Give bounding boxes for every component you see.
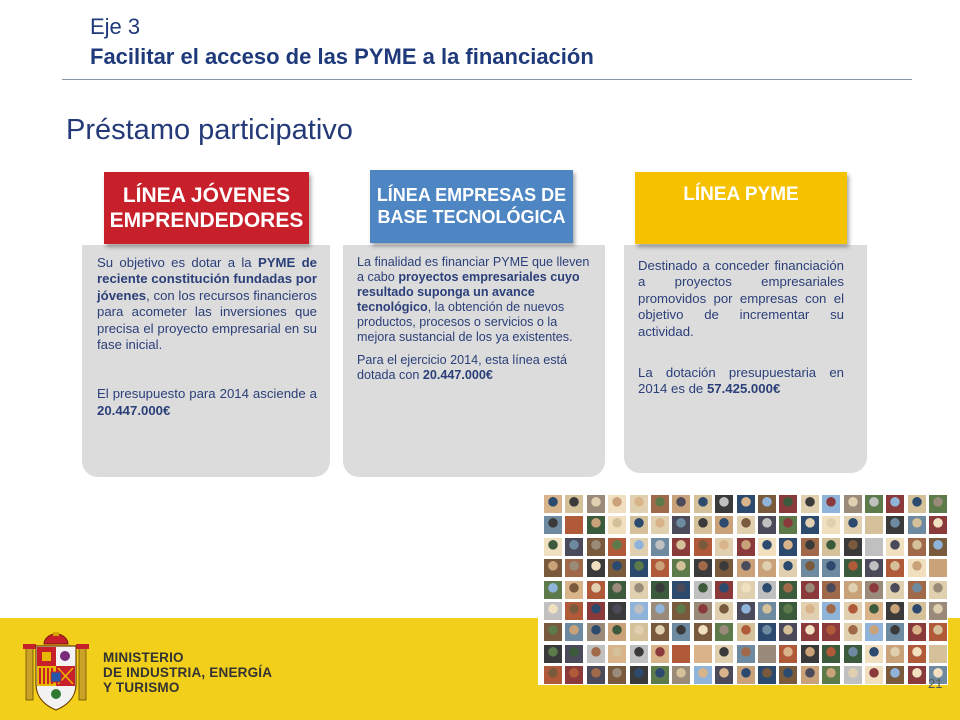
- avatar-tile: [565, 666, 583, 684]
- avatar-tile: [651, 516, 669, 534]
- card-paragraph: [97, 255, 317, 353]
- avatar-tile: [630, 623, 648, 641]
- avatar-tile: [587, 623, 605, 641]
- avatar-tile: [865, 666, 883, 684]
- avatar-tile: [886, 581, 904, 599]
- avatar-tile: [544, 623, 562, 641]
- avatar-tile: [715, 559, 733, 577]
- avatar-tile: [886, 666, 904, 684]
- avatar-tile: [694, 495, 712, 513]
- avatar-tile: [608, 645, 626, 663]
- text-run: Su objetivo es dotar a la: [97, 255, 258, 270]
- avatar-tile: [865, 645, 883, 663]
- avatar-tile: [822, 666, 840, 684]
- avatar-tile: [587, 559, 605, 577]
- avatar-tile: [779, 516, 797, 534]
- budget-amount: 20.447.000€: [97, 402, 171, 418]
- avatar-tile: [822, 538, 840, 556]
- text-run: El presupuesto para 2014 asciende a: [97, 386, 317, 402]
- avatar-tile: [801, 516, 819, 534]
- avatar-tile: [694, 623, 712, 641]
- avatar-tile: [565, 645, 583, 663]
- avatar-tile: [844, 538, 862, 556]
- budget-amount: 20.447.000€: [422, 368, 493, 382]
- avatar-tile: [758, 495, 776, 513]
- avatar-tile: [608, 602, 626, 620]
- avatar-tile: [801, 538, 819, 556]
- avatar-tile: [758, 623, 776, 641]
- avatar-tile: [758, 559, 776, 577]
- avatar-tile: [908, 623, 926, 641]
- avatar-tile: [801, 559, 819, 577]
- avatar-tile: [672, 645, 690, 663]
- text-run: , con los recursos financieros para acometer las inversiones que precisa el proyecto empresarial en su fase inicial.: [97, 287, 317, 353]
- avatar-tile: [651, 645, 669, 663]
- avatar-tile: [865, 623, 883, 641]
- avatar-tile: [630, 516, 648, 534]
- avatar-tile: [801, 623, 819, 641]
- avatar-tile: [779, 581, 797, 599]
- avatar-tile: [587, 602, 605, 620]
- banner-linea-pyme: [635, 172, 847, 244]
- avatar-tile: [844, 623, 862, 641]
- avatar-tile: [715, 538, 733, 556]
- banner-line: LÍNEA JÓVENES: [122, 183, 291, 207]
- avatar-tile: [929, 602, 947, 620]
- avatar-tile: [758, 666, 776, 684]
- avatar-tile: [544, 559, 562, 577]
- card-budget: [638, 365, 844, 398]
- avatar-tile: [672, 559, 690, 577]
- avatar-tile: [865, 602, 883, 620]
- avatar-tile: [929, 538, 947, 556]
- avatar-tile: [651, 559, 669, 577]
- avatar-tile: [929, 559, 947, 577]
- avatar-tile: [737, 581, 755, 599]
- avatar-tile: [737, 495, 755, 513]
- avatar-tile: [672, 495, 690, 513]
- avatar-tile: [544, 495, 562, 513]
- avatar-tile: [565, 516, 583, 534]
- avatar-tile: [737, 666, 755, 684]
- avatar-tile: [929, 623, 947, 641]
- text-run: La dotación presupuestaria en 2014 es de: [638, 365, 844, 397]
- avatar-tile: [694, 645, 712, 663]
- avatar-tile: [779, 645, 797, 663]
- avatar-tile: [908, 602, 926, 620]
- banner-line: BASE TECNOLÓGICA: [377, 206, 566, 227]
- avatar-tile: [587, 645, 605, 663]
- avatar-tile: [779, 559, 797, 577]
- coat-of-arms-icon: [20, 632, 92, 714]
- avatar-tile: [929, 645, 947, 663]
- avatar-tile: [715, 581, 733, 599]
- text-run: Para el ejercicio 2014, esta línea está dotada con: [357, 353, 568, 382]
- text-run: , la obtención de nuevos productos, procesos o servicios o la mejora sustancial de los ya existentes.: [357, 300, 573, 344]
- avatar-tile: [865, 559, 883, 577]
- card-pyme-text: [638, 258, 844, 398]
- avatar-tile: [672, 623, 690, 641]
- avatar-tile: [672, 516, 690, 534]
- avatar-tile: [672, 538, 690, 556]
- avatar-tile: [844, 559, 862, 577]
- avatar-tile: [886, 495, 904, 513]
- avatar-tile: [779, 666, 797, 684]
- card-tecnologica-text: [357, 255, 593, 383]
- avatar-tile: [822, 645, 840, 663]
- avatar-tile: [651, 538, 669, 556]
- avatar-tile: [844, 581, 862, 599]
- avatar-tile: [758, 602, 776, 620]
- avatar-tile: [651, 581, 669, 599]
- avatar-tile: [758, 538, 776, 556]
- page-title: Préstamo participativo: [66, 114, 353, 146]
- avatar-tile: [694, 581, 712, 599]
- avatar-tile: [737, 645, 755, 663]
- avatar-tile: [779, 538, 797, 556]
- budget-amount: 57.425.000€: [706, 381, 781, 397]
- avatar-tile: [565, 581, 583, 599]
- avatar-tile: [715, 666, 733, 684]
- banner-line: EMPRENDEDORES: [109, 209, 304, 232]
- avatar-tile: [651, 666, 669, 684]
- avatar-tile: [758, 581, 776, 599]
- avatar-tile: [865, 538, 883, 556]
- avatar-tile: [908, 666, 926, 684]
- avatar-tile: [779, 602, 797, 620]
- avatar-tile: [822, 623, 840, 641]
- avatar-tile: [565, 602, 583, 620]
- avatar-tile: [908, 495, 926, 513]
- avatar-tile: [908, 581, 926, 599]
- text-run: La finalidad es financiar PYME que lleven a cabo: [357, 255, 590, 284]
- page-number: 21: [928, 676, 943, 691]
- avatar-tile: [715, 516, 733, 534]
- avatar-tile: [608, 495, 626, 513]
- avatar-tile: [587, 581, 605, 599]
- avatar-tile: [608, 538, 626, 556]
- banner-empresas-base-tecnologica: [370, 170, 573, 243]
- avatar-tile: [630, 645, 648, 663]
- avatar-tile: [801, 495, 819, 513]
- avatar-tile: [694, 666, 712, 684]
- avatar-tile: [908, 559, 926, 577]
- avatar-tile: [822, 559, 840, 577]
- avatar-tile: [886, 559, 904, 577]
- avatar-tile: [801, 666, 819, 684]
- card-paragraph: [357, 255, 593, 345]
- avatar-tile: [865, 516, 883, 534]
- avatar-tile: [822, 495, 840, 513]
- avatar-tile: [844, 602, 862, 620]
- avatar-tile: [737, 516, 755, 534]
- avatar-tile: [694, 602, 712, 620]
- avatar-tile: [544, 666, 562, 684]
- avatar-tile: [886, 538, 904, 556]
- header-divider: [62, 79, 912, 80]
- text-bold: PYME de reciente constitución fundadas por jóvenes: [97, 255, 317, 303]
- avatar-tile: [801, 602, 819, 620]
- avatar-tile: [865, 495, 883, 513]
- avatar-tile: [630, 666, 648, 684]
- avatar-tile: [544, 645, 562, 663]
- avatar-tile: [608, 666, 626, 684]
- avatar-tile: [587, 495, 605, 513]
- avatar-tile: [844, 495, 862, 513]
- card-budget: [357, 353, 593, 383]
- avatar-tile: [544, 516, 562, 534]
- avatar-tile: [822, 516, 840, 534]
- avatar-tile: [801, 645, 819, 663]
- avatar-tile: [587, 538, 605, 556]
- avatar-tile: [886, 623, 904, 641]
- avatar-tile: [929, 581, 947, 599]
- banner-jovenes-emprendedores: [104, 172, 309, 244]
- avatar-tile: [715, 645, 733, 663]
- avatar-tile: [844, 645, 862, 663]
- avatar-tile: [737, 538, 755, 556]
- avatar-tile: [737, 559, 755, 577]
- avatar-tile: [544, 538, 562, 556]
- ministry-logo-text: [103, 650, 272, 695]
- avatar-tile: [672, 602, 690, 620]
- avatar-tile: [694, 559, 712, 577]
- avatar-tile: [908, 538, 926, 556]
- avatar-tile: [865, 581, 883, 599]
- avatar-tile: [929, 516, 947, 534]
- avatar-tile: [886, 516, 904, 534]
- avatar-tile: [908, 516, 926, 534]
- avatar-tile: [608, 623, 626, 641]
- banner-line: LÍNEA PYME: [683, 184, 799, 205]
- avatar-tile: [758, 645, 776, 663]
- avatar-tile: [630, 495, 648, 513]
- avatar-tile: [630, 538, 648, 556]
- ministry-line: Y TURISMO: [103, 680, 180, 695]
- avatar-tile: [608, 581, 626, 599]
- card-paragraph: Destinado a conceder financiación a proyectos empresariales promovidos por empresas con el objetivo de incrementar su actividad.: [638, 258, 844, 339]
- avatar-tile: [651, 623, 669, 641]
- avatar-tile: [630, 602, 648, 620]
- avatar-tile: [565, 538, 583, 556]
- avatar-tile: [779, 623, 797, 641]
- text-bold: proyectos empresariales cuyo resultado suponga un avance tecnológico: [357, 270, 580, 314]
- avatar-tile: [672, 581, 690, 599]
- avatar-tile: [715, 602, 733, 620]
- avatar-tile: [758, 516, 776, 534]
- avatar-tile: [779, 495, 797, 513]
- avatar-collage-image: [538, 492, 948, 685]
- avatar-tile: [544, 602, 562, 620]
- banner-line: LÍNEA EMPRESAS DE: [376, 184, 567, 205]
- avatar-tile: [651, 495, 669, 513]
- avatar-tile: [587, 666, 605, 684]
- avatar-tile: [565, 559, 583, 577]
- ministry-line: DE INDUSTRIA, ENERGÍA: [103, 665, 273, 680]
- avatar-tile: [715, 495, 733, 513]
- avatar-tile: [844, 516, 862, 534]
- avatar-tile: [672, 666, 690, 684]
- card-budget: [97, 386, 317, 419]
- avatar-tile: [801, 581, 819, 599]
- avatar-tile: [587, 516, 605, 534]
- avatar-tile: [715, 623, 733, 641]
- avatar-tile: [544, 581, 562, 599]
- avatar-tile: [565, 495, 583, 513]
- avatar-tile: [908, 645, 926, 663]
- avatar-tile: [886, 602, 904, 620]
- avatar-tile: [886, 645, 904, 663]
- avatar-tile: [694, 516, 712, 534]
- avatar-tile: [565, 623, 583, 641]
- ministry-line: MINISTERIO: [103, 650, 184, 665]
- avatar-tile: [608, 516, 626, 534]
- avatar-tile: [822, 581, 840, 599]
- avatar-tile: [737, 623, 755, 641]
- avatar-tile: [630, 559, 648, 577]
- section-label: Eje 3: [90, 14, 141, 39]
- section-subtitle: Facilitar el acceso de las PYME a la financiación: [90, 44, 594, 69]
- avatar-tile: [630, 581, 648, 599]
- card-jovenes-text: [97, 255, 317, 419]
- avatar-tile: [608, 559, 626, 577]
- avatar-tile: [844, 666, 862, 684]
- avatar-tile: [737, 602, 755, 620]
- avatar-tile: [929, 495, 947, 513]
- avatar-tile: [694, 538, 712, 556]
- avatar-tile: [822, 602, 840, 620]
- avatar-tile: [651, 602, 669, 620]
